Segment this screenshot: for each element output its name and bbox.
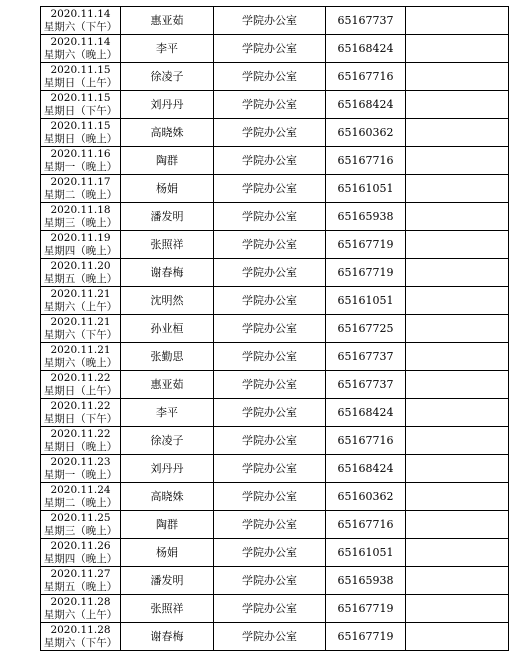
- date-cell: [41, 595, 121, 623]
- note-cell: [406, 567, 509, 595]
- location-cell: 学院办公室: [214, 7, 326, 35]
- weekday-period-text: 星期三（晚上）: [43, 216, 118, 229]
- weekday-period-text: 星期日（晚上）: [43, 440, 118, 453]
- location-cell: 学院办公室: [214, 623, 326, 651]
- date-cell: [41, 203, 121, 231]
- table-row: [41, 203, 509, 231]
- date-text: 2020.11.14: [50, 35, 111, 48]
- phone-cell: 65167725: [326, 315, 406, 343]
- name-cell: 高晓姝: [121, 119, 214, 147]
- weekday-period-text: 星期日（下午）: [43, 104, 118, 117]
- table-row: [41, 231, 509, 259]
- date-text: 2020.11.15: [50, 63, 111, 76]
- weekday-period-text: 星期四（晚上）: [43, 552, 118, 565]
- table-row: [41, 343, 509, 371]
- table-row: [41, 147, 509, 175]
- date-cell: [41, 399, 121, 427]
- date-text: 2020.11.21: [50, 343, 111, 356]
- table-row: [41, 595, 509, 623]
- phone-cell: 65167719: [326, 595, 406, 623]
- weekday-period-text: 星期六（上午）: [43, 300, 118, 313]
- phone-cell: 65161051: [326, 175, 406, 203]
- location-cell: 学院办公室: [214, 119, 326, 147]
- location-cell: 学院办公室: [214, 455, 326, 483]
- table-row: [41, 371, 509, 399]
- phone-cell: 65167716: [326, 147, 406, 175]
- weekday-period-text: 星期一（晚上）: [43, 468, 118, 481]
- weekday-period-text: 星期四（晚上）: [43, 244, 118, 257]
- table-row: [41, 483, 509, 511]
- table-row: [41, 539, 509, 567]
- phone-cell: 65167719: [326, 231, 406, 259]
- date-text: 2020.11.17: [50, 175, 111, 188]
- phone-cell: 65167737: [326, 7, 406, 35]
- name-cell: 李平: [121, 35, 214, 63]
- weekday-period-text: 星期六（下午）: [43, 20, 118, 33]
- table-row: [41, 287, 509, 315]
- date-cell: [41, 511, 121, 539]
- weekday-period-text: 星期二（晚上）: [43, 188, 118, 201]
- date-cell: [41, 427, 121, 455]
- date-text: 2020.11.22: [50, 427, 111, 440]
- phone-cell: 65168424: [326, 91, 406, 119]
- table-row: [41, 259, 509, 287]
- name-cell: 杨娟: [121, 539, 214, 567]
- note-cell: [406, 7, 509, 35]
- date-text: 2020.11.23: [50, 455, 111, 468]
- note-cell: [406, 119, 509, 147]
- date-text: 2020.11.24: [50, 483, 111, 496]
- date-cell: [41, 231, 121, 259]
- phone-cell: 65168424: [326, 399, 406, 427]
- date-text: 2020.11.15: [50, 119, 111, 132]
- note-cell: [406, 343, 509, 371]
- table-row: [41, 455, 509, 483]
- phone-cell: 65168424: [326, 35, 406, 63]
- note-cell: [406, 203, 509, 231]
- note-cell: [406, 511, 509, 539]
- date-text: 2020.11.27: [50, 567, 111, 580]
- name-cell: 张勤思: [121, 343, 214, 371]
- name-cell: 谢春梅: [121, 623, 214, 651]
- phone-cell: 65167719: [326, 623, 406, 651]
- date-cell: [41, 119, 121, 147]
- location-cell: 学院办公室: [214, 595, 326, 623]
- date-text: 2020.11.22: [50, 399, 111, 412]
- phone-cell: 65167737: [326, 371, 406, 399]
- weekday-period-text: 星期五（晚上）: [43, 580, 118, 593]
- phone-cell: 65165938: [326, 203, 406, 231]
- weekday-period-text: 星期日（下午）: [43, 412, 118, 425]
- location-cell: 学院办公室: [214, 399, 326, 427]
- date-text: 2020.11.22: [50, 371, 111, 384]
- date-text: 2020.11.28: [50, 595, 111, 608]
- location-cell: 学院办公室: [214, 287, 326, 315]
- location-cell: 学院办公室: [214, 427, 326, 455]
- note-cell: [406, 147, 509, 175]
- table-row: [41, 427, 509, 455]
- date-text: 2020.11.15: [50, 91, 111, 104]
- location-cell: 学院办公室: [214, 483, 326, 511]
- date-cell: [41, 175, 121, 203]
- table-row: [41, 315, 509, 343]
- table-row: [41, 119, 509, 147]
- name-cell: 惠亚茹: [121, 7, 214, 35]
- location-cell: 学院办公室: [214, 511, 326, 539]
- phone-cell: 65165938: [326, 567, 406, 595]
- name-cell: 陶群: [121, 147, 214, 175]
- date-text: 2020.11.21: [50, 287, 111, 300]
- note-cell: [406, 455, 509, 483]
- location-cell: 学院办公室: [214, 259, 326, 287]
- table-row: [41, 511, 509, 539]
- phone-cell: 65160362: [326, 483, 406, 511]
- location-cell: 学院办公室: [214, 175, 326, 203]
- date-cell: [41, 567, 121, 595]
- name-cell: 沈明然: [121, 287, 214, 315]
- date-cell: [41, 91, 121, 119]
- note-cell: [406, 287, 509, 315]
- date-cell: [41, 623, 121, 651]
- date-cell: [41, 343, 121, 371]
- date-cell: [41, 455, 121, 483]
- phone-cell: 65161051: [326, 287, 406, 315]
- location-cell: 学院办公室: [214, 371, 326, 399]
- name-cell: 刘丹丹: [121, 91, 214, 119]
- location-cell: 学院办公室: [214, 567, 326, 595]
- note-cell: [406, 595, 509, 623]
- name-cell: 徐凌子: [121, 427, 214, 455]
- phone-cell: 65160362: [326, 119, 406, 147]
- date-cell: [41, 35, 121, 63]
- duty-schedule-table: [40, 6, 509, 651]
- note-cell: [406, 483, 509, 511]
- table-row: [41, 399, 509, 427]
- date-text: 2020.11.28: [50, 623, 111, 636]
- note-cell: [406, 175, 509, 203]
- note-cell: [406, 371, 509, 399]
- note-cell: [406, 427, 509, 455]
- date-cell: [41, 7, 121, 35]
- phone-cell: 65167737: [326, 343, 406, 371]
- weekday-period-text: 星期六（晚上）: [43, 48, 118, 61]
- weekday-period-text: 星期日（晚上）: [43, 132, 118, 145]
- table-row: [41, 567, 509, 595]
- name-cell: 惠亚茹: [121, 371, 214, 399]
- weekday-period-text: 星期五（晚上）: [43, 272, 118, 285]
- date-text: 2020.11.25: [50, 511, 111, 524]
- phone-cell: 65161051: [326, 539, 406, 567]
- weekday-period-text: 星期六（上午）: [43, 608, 118, 621]
- date-cell: [41, 315, 121, 343]
- weekday-period-text: 星期三（晚上）: [43, 524, 118, 537]
- date-text: 2020.11.18: [50, 203, 111, 216]
- date-text: 2020.11.16: [50, 147, 111, 160]
- weekday-period-text: 星期二（晚上）: [43, 496, 118, 509]
- weekday-period-text: 星期六（晚上）: [43, 356, 118, 369]
- date-cell: [41, 371, 121, 399]
- phone-cell: 65167719: [326, 259, 406, 287]
- location-cell: 学院办公室: [214, 315, 326, 343]
- note-cell: [406, 91, 509, 119]
- note-cell: [406, 315, 509, 343]
- note-cell: [406, 63, 509, 91]
- location-cell: 学院办公室: [214, 63, 326, 91]
- date-cell: [41, 63, 121, 91]
- weekday-period-text: 星期一（晚上）: [43, 160, 118, 173]
- name-cell: 李平: [121, 399, 214, 427]
- table-row: [41, 91, 509, 119]
- date-cell: [41, 539, 121, 567]
- name-cell: 潘发明: [121, 567, 214, 595]
- date-text: 2020.11.14: [50, 7, 111, 20]
- phone-cell: 65167716: [326, 427, 406, 455]
- date-text: 2020.11.19: [50, 231, 111, 244]
- date-cell: [41, 147, 121, 175]
- name-cell: 刘丹丹: [121, 455, 214, 483]
- table-row: [41, 175, 509, 203]
- table-row: [41, 7, 509, 35]
- name-cell: 张照祥: [121, 231, 214, 259]
- note-cell: [406, 231, 509, 259]
- location-cell: 学院办公室: [214, 147, 326, 175]
- note-cell: [406, 399, 509, 427]
- location-cell: 学院办公室: [214, 343, 326, 371]
- location-cell: 学院办公室: [214, 203, 326, 231]
- name-cell: 潘发明: [121, 203, 214, 231]
- weekday-period-text: 星期六（下午）: [43, 636, 118, 649]
- name-cell: 张照祥: [121, 595, 214, 623]
- name-cell: 徐凌子: [121, 63, 214, 91]
- table-row: [41, 35, 509, 63]
- note-cell: [406, 623, 509, 651]
- name-cell: 杨娟: [121, 175, 214, 203]
- note-cell: [406, 539, 509, 567]
- location-cell: 学院办公室: [214, 35, 326, 63]
- date-cell: [41, 483, 121, 511]
- phone-cell: 65167716: [326, 511, 406, 539]
- note-cell: [406, 35, 509, 63]
- location-cell: 学院办公室: [214, 91, 326, 119]
- date-text: 2020.11.20: [50, 259, 111, 272]
- weekday-period-text: 星期日（上午）: [43, 384, 118, 397]
- name-cell: 高晓姝: [121, 483, 214, 511]
- note-cell: [406, 259, 509, 287]
- phone-cell: 65167716: [326, 63, 406, 91]
- name-cell: 谢春梅: [121, 259, 214, 287]
- table-row: [41, 63, 509, 91]
- weekday-period-text: 星期日（上午）: [43, 76, 118, 89]
- name-cell: 陶群: [121, 511, 214, 539]
- phone-cell: 65168424: [326, 455, 406, 483]
- weekday-period-text: 星期六（下午）: [43, 328, 118, 341]
- date-text: 2020.11.26: [50, 539, 111, 552]
- location-cell: 学院办公室: [214, 539, 326, 567]
- table-row: [41, 623, 509, 651]
- date-cell: [41, 287, 121, 315]
- name-cell: 孙业桓: [121, 315, 214, 343]
- date-cell: [41, 259, 121, 287]
- date-text: 2020.11.21: [50, 315, 111, 328]
- location-cell: 学院办公室: [214, 231, 326, 259]
- duty-schedule-body: [41, 7, 509, 651]
